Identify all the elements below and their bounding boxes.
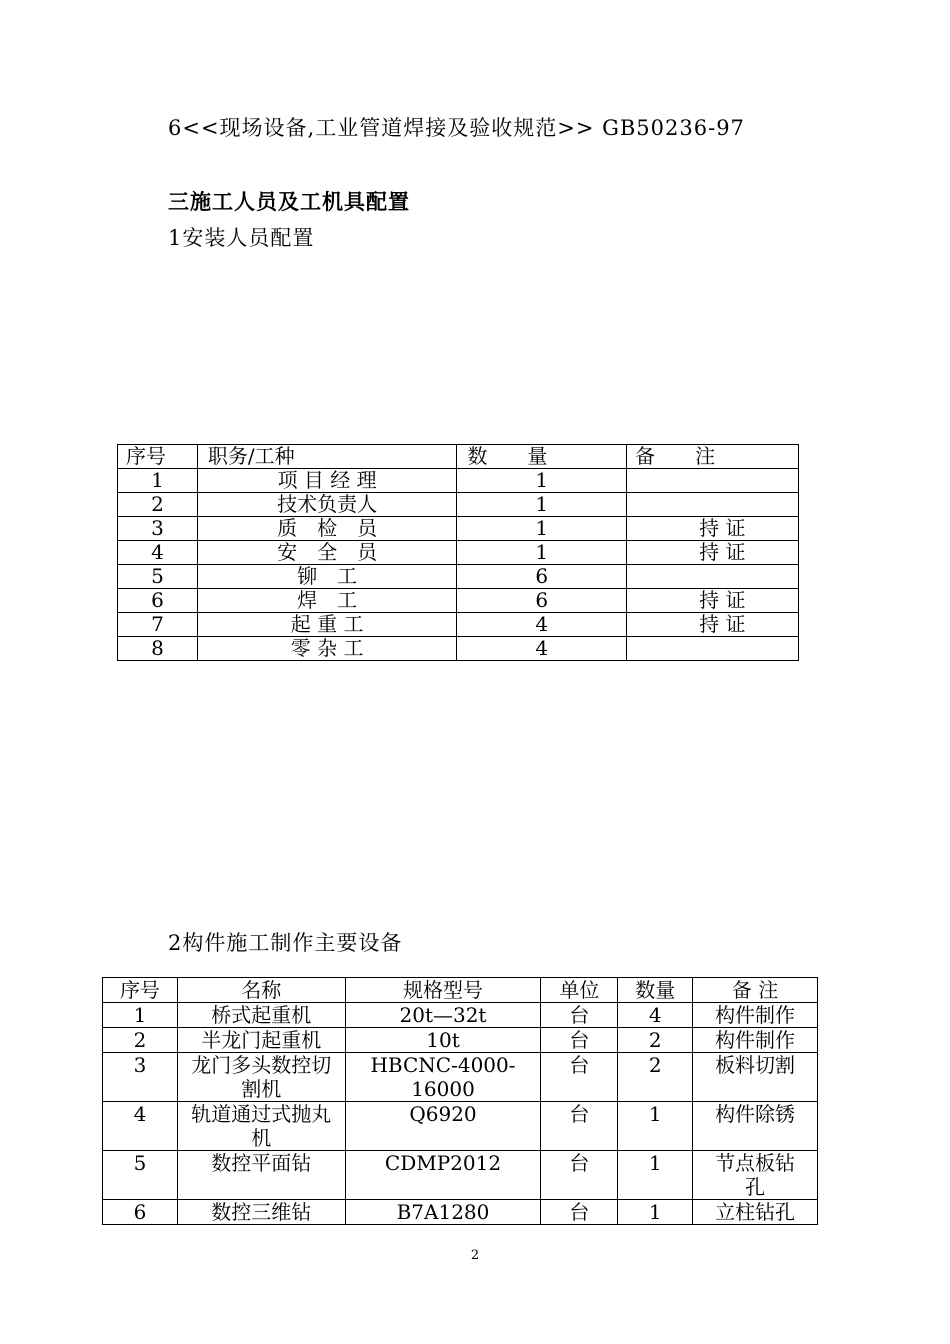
table-row [103, 1200, 818, 1225]
table-cell: 质 检 员 [197, 517, 457, 541]
table-cell: 台 [541, 1200, 618, 1225]
header-cell: 数 量 [457, 445, 627, 469]
table-cell: 龙门多头数控切割机 [177, 1053, 345, 1102]
subsection-heading-equipment: 2构件施工制作主要设备 [168, 931, 403, 955]
table-cell: 半龙门起重机 [177, 1028, 345, 1053]
table-cell: 4 [118, 541, 198, 565]
table-cell: 4 [618, 1003, 693, 1028]
table-cell: 1 [457, 469, 627, 493]
subsection-heading-staff: 1安装人员配置 [168, 226, 315, 250]
table-cell: 1 [457, 493, 627, 517]
table-row [103, 1151, 818, 1200]
table-row [103, 1102, 818, 1151]
table-cell: 数控三维钻 [177, 1200, 345, 1225]
table-cell: 构件制作 [693, 1028, 818, 1053]
header-cell: 单位 [541, 978, 618, 1003]
table-cell: 桥式起重机 [177, 1003, 345, 1028]
table-cell: 项 目 经 理 [197, 469, 457, 493]
table-cell: 数控平面钻 [177, 1151, 345, 1200]
table-row [118, 613, 799, 637]
equipment-table [102, 977, 818, 1225]
table-cell: 1 [457, 541, 627, 565]
table-cell: 2 [618, 1028, 693, 1053]
table-cell: 轨道通过式抛丸机 [177, 1102, 345, 1151]
table-cell: 1 [118, 469, 198, 493]
table-cell: 7 [118, 613, 198, 637]
table-cell: 6 [457, 565, 627, 589]
table-cell: 8 [118, 637, 198, 661]
table-cell: 持 证 [627, 517, 799, 541]
table-cell: 安 全 员 [197, 541, 457, 565]
table-row [118, 565, 799, 589]
header-cell: 备 注 [693, 978, 818, 1003]
table-cell: 台 [541, 1053, 618, 1102]
table-cell: 5 [103, 1151, 178, 1200]
table-cell: B7A1280 [345, 1200, 541, 1225]
table-cell: 台 [541, 1028, 618, 1053]
table-cell: 5 [118, 565, 198, 589]
staff-table [117, 444, 799, 661]
table-cell: 2 [118, 493, 198, 517]
table-row [118, 517, 799, 541]
table-cell: 零 杂 工 [197, 637, 457, 661]
table-cell: 1 [618, 1151, 693, 1200]
header-cell: 名称 [177, 978, 345, 1003]
table-cell: 持 证 [627, 589, 799, 613]
table-row [103, 1003, 818, 1028]
table-cell: 2 [103, 1028, 178, 1053]
table-cell: CDMP2012 [345, 1151, 541, 1200]
table-cell: 持 证 [627, 613, 799, 637]
table-cell: 台 [541, 1151, 618, 1200]
section-heading: 三施工人员及工机具配置 [168, 189, 410, 214]
table-cell: HBCNC-4000-16000 [345, 1053, 541, 1102]
table-cell: 4 [457, 613, 627, 637]
table-cell: 台 [541, 1102, 618, 1151]
table-cell: 焊 工 [197, 589, 457, 613]
table-cell: Q6920 [345, 1102, 541, 1151]
table-row [118, 589, 799, 613]
table-cell: 20t—32t [345, 1003, 541, 1028]
table-cell: 1 [618, 1200, 693, 1225]
header-cell: 备 注 [627, 445, 799, 469]
table-row [118, 541, 799, 565]
table-cell: 4 [103, 1102, 178, 1151]
table-cell: 节点板钻孔 [693, 1151, 818, 1200]
table-cell: 2 [618, 1053, 693, 1102]
table-cell: 起 重 工 [197, 613, 457, 637]
table-cell: 3 [118, 517, 198, 541]
table-cell: 3 [103, 1053, 178, 1102]
table-cell: 铆 工 [197, 565, 457, 589]
reference-item-6: 6<<现场设备,工业管道焊接及验收规范>> GB50236-97 [168, 116, 745, 140]
table-row [118, 493, 799, 517]
table-cell: 技术负责人 [197, 493, 457, 517]
table-cell: 构件制作 [693, 1003, 818, 1028]
table-cell: 立柱钻孔 [693, 1200, 818, 1225]
table-cell: 1 [103, 1003, 178, 1028]
table-cell: 1 [618, 1102, 693, 1151]
table-row [118, 469, 799, 493]
table-cell: 6 [457, 589, 627, 613]
table-row [103, 1028, 818, 1053]
header-cell: 职务/工种 [197, 445, 457, 469]
table-cell: 4 [457, 637, 627, 661]
table-cell [627, 493, 799, 517]
table-cell: 板料切割 [693, 1053, 818, 1102]
table-cell [627, 469, 799, 493]
table-header-row [103, 978, 818, 1003]
header-cell: 序号 [103, 978, 178, 1003]
table-row [103, 1053, 818, 1102]
table-cell: 6 [103, 1200, 178, 1225]
header-cell: 规格型号 [345, 978, 541, 1003]
table-cell: 10t [345, 1028, 541, 1053]
table-header-row [118, 445, 799, 469]
table-row [118, 637, 799, 661]
table-cell: 1 [457, 517, 627, 541]
table-cell: 6 [118, 589, 198, 613]
table-cell [627, 637, 799, 661]
page-number: 2 [470, 1248, 480, 1263]
header-cell: 数量 [618, 978, 693, 1003]
header-cell: 序号 [118, 445, 198, 469]
table-cell: 台 [541, 1003, 618, 1028]
table-cell: 持 证 [627, 541, 799, 565]
table-cell [627, 565, 799, 589]
table-cell: 构件除锈 [693, 1102, 818, 1151]
